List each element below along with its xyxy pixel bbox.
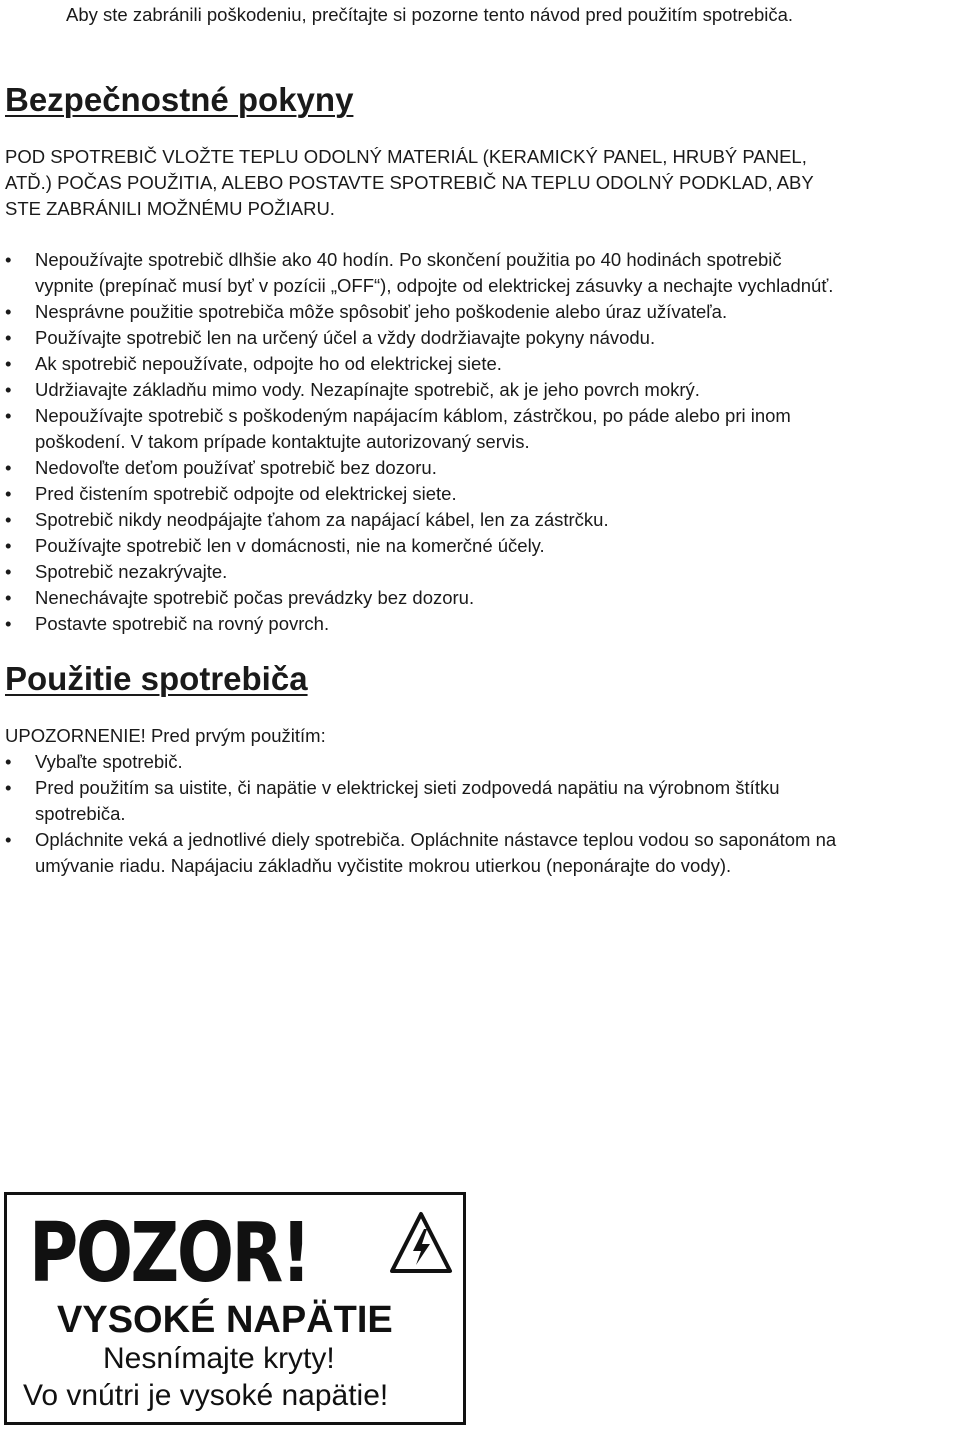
usage-bullet-list: [0, 749, 960, 879]
high-voltage-warning-icon: [389, 1211, 453, 1275]
bullet-icon: •: [5, 777, 12, 798]
bullet-icon: •: [5, 561, 12, 582]
list-item: • Postavte spotrebič na rovný povrch.: [0, 611, 960, 637]
safety-heading: Bezpečnostné pokyny: [5, 81, 354, 118]
bullet-icon: •: [5, 509, 12, 530]
bullet-icon: •: [5, 379, 12, 400]
warning-subtitle: VYSOKÉ NAPÄTIE: [57, 1299, 393, 1341]
bullet-icon: •: [5, 353, 12, 374]
caps-line: POD SPOTREBIČ VLOŽTE TEPLU ODOLNÝ MATERIÁL (KERAMICKÝ PANEL, HRUBÝ PANEL,: [5, 146, 807, 167]
list-item: • Nenechávajte spotrebič počas prevádzky bez dozoru.: [0, 585, 960, 611]
bullet-icon: •: [5, 405, 12, 426]
list-item: • Nepoužívajte spotrebič dlhšie ako 40 hodín. Po skončení použitia po 40 hodinách spotrebič vypnite (prepínač musí byť v pozícii „OFF“), odpojte od elektrickej zásuvky a nechajte vychladnúť.: [5, 249, 834, 296]
warning-title: POZOR!: [29, 1206, 310, 1301]
list-item: • Nepoužívajte spotrebič s poškodeným napájacím káblom, zástrčkou, po páde alebo pri inom poškodení. V takom prípade kontaktujte autorizovaný servis.: [5, 405, 791, 452]
bullet-icon: •: [5, 829, 12, 850]
warning-line-covers: Nesnímajte kryty!: [103, 1342, 335, 1375]
first-use-warning-label: UPOZORNENIE! Pred prvým použitím:: [5, 725, 326, 746]
list-item: • Pred čistením spotrebič odpojte od elektrickej siete.: [0, 481, 960, 507]
bullet-icon: •: [5, 483, 12, 504]
high-voltage-warning-sign: [4, 1192, 466, 1425]
safety-bullet-list: [0, 247, 960, 637]
bullet-icon: •: [5, 751, 12, 772]
bullet-icon: •: [5, 613, 12, 634]
bullet-icon: •: [5, 457, 12, 478]
list-item: • Spotrebič nikdy neodpájajte ťahom za napájací kábel, len za zástrčku.: [0, 507, 960, 533]
list-item: • Používajte spotrebič len v domácnosti, nie na komerčné účely.: [0, 533, 960, 559]
list-item: • Ak spotrebič nepoužívate, odpojte ho od elektrickej siete.: [0, 351, 960, 377]
warning-line-voltage: Vo vnútri je vysoké napätie!: [23, 1379, 389, 1412]
caps-line: ATĎ.) POČAS POUŽITIA, ALEBO POSTAVTE SPOTREBIČ NA TEPLU ODOLNÝ PODKLAD, ABY: [5, 172, 814, 193]
bullet-icon: •: [5, 301, 12, 322]
list-item: • Nedovoľte deťom používať spotrebič bez dozoru.: [0, 455, 960, 481]
list-item: • Pred použitím sa uistite, či napätie v elektrickej sieti zodpovedá napätiu na výrobnom štítku spotrebiča.: [5, 777, 780, 824]
list-item: • Udržiavajte základňu mimo vody. Nezapínajte spotrebič, ak je jeho povrch mokrý.: [0, 377, 960, 403]
bullet-icon: •: [5, 249, 12, 270]
intro-text: Aby ste zabránili poškodeniu, prečítajte si pozorne tento návod pred použitím spotrebiča.: [66, 4, 794, 25]
list-item: • Vybaľte spotrebič.: [0, 749, 960, 775]
bullet-icon: •: [5, 587, 12, 608]
bullet-icon: •: [5, 535, 12, 556]
safety-caps-paragraph: [5, 144, 945, 222]
list-item: • Nesprávne použitie spotrebiča môže spôsobiť jeho poškodenie alebo úraz užívateľa.: [0, 299, 960, 325]
list-item: • Opláchnite veká a jednotlivé diely spotrebiča. Opláchnite nástavce teplou vodou so saponátom na umývanie riadu. Napájaciu základňu vyčistite mokrou utierkou (neponárajte do vody).: [5, 829, 837, 876]
bullet-icon: •: [5, 327, 12, 348]
list-item: • Spotrebič nezakrývajte.: [0, 559, 960, 585]
list-item: • Používajte spotrebič len na určený účel a vždy dodržiavajte pokyny návodu.: [0, 325, 960, 351]
caps-line: STE ZABRÁNILI MOŽNÉMU POŽIARU.: [5, 198, 335, 219]
usage-heading: Použitie spotrebiča: [5, 660, 308, 697]
